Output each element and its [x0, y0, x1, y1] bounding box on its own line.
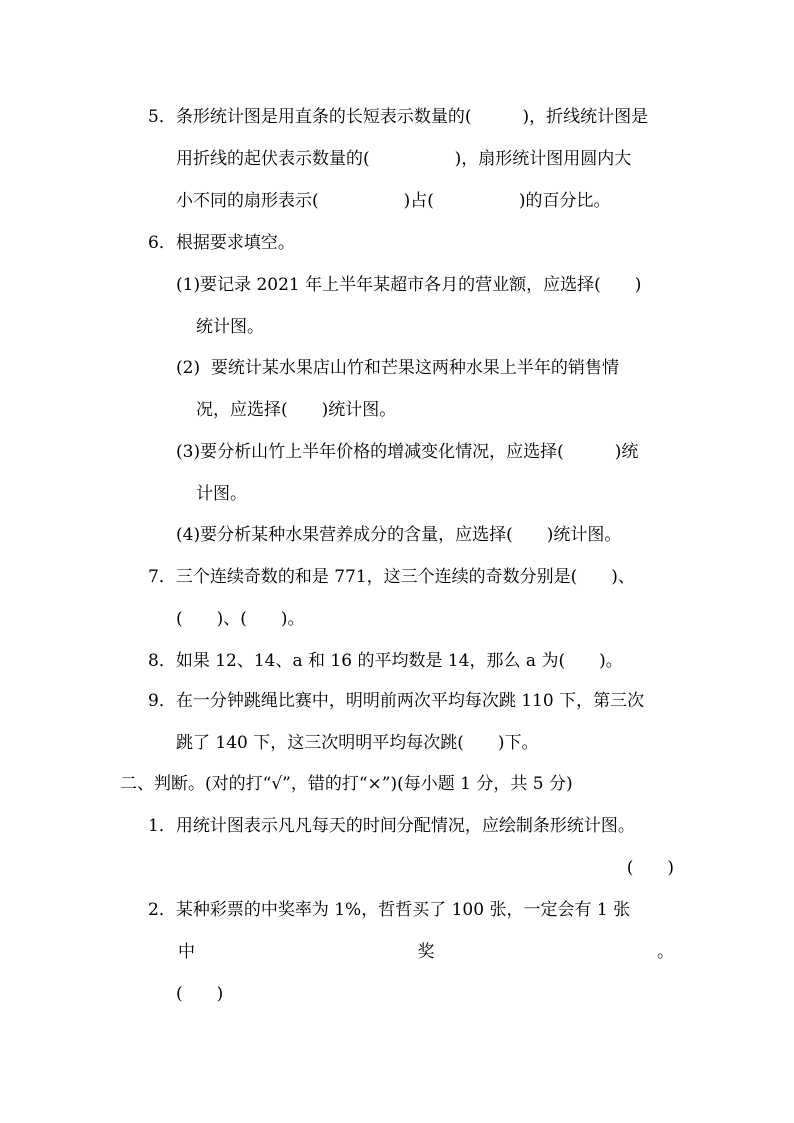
judge-2-word-2: 奖 [417, 942, 435, 962]
q6-1-line-1: (1)要记录 2021 年上半年某超市各月的营业额，应选择( ) [176, 275, 642, 295]
judge-1-answer-blank: ( ) [626, 858, 674, 878]
judge-1-line: 1．用统计图表示凡凡每天的时间分配情况，应绘制条形统计图。 [148, 816, 635, 836]
q6-4-line: (4)要分析某种水果营养成分的含量，应选择( )统计图。 [176, 525, 622, 545]
q9-line-1: 9．在一分钟跳绳比赛中，明明前两次平均每次跳 110 下，第三次 [148, 691, 645, 711]
q5-line-3: 小不同的扇形表示( )占( )的百分比。 [176, 191, 611, 211]
q7-line-2: ( )、( )。 [176, 609, 305, 629]
q6-3-line-2: 计图。 [196, 484, 247, 504]
q6-1-line-2: 统计图。 [196, 317, 264, 337]
q6-3-line-1: (3)要分析山竹上半年价格的增减变化情况，应选择( )统 [176, 442, 639, 462]
q8-line: 8．如果 12、14、a 和 16 的平均数是 14，那么 a 为( )。 [148, 651, 623, 671]
judge-2-answer-blank: ( ) [176, 984, 224, 1004]
q6-2-line-2: 况，应选择( )统计图。 [196, 400, 397, 420]
judge-2-word-3: 。 [657, 942, 674, 962]
q7-line-1: 7．三个连续奇数的和是 771，这三个连续的奇数分别是( )、 [148, 567, 635, 587]
q5-line-2: 用折线的起伏表示数量的( )，扇形统计图用圆内大 [176, 149, 632, 169]
q9-line-2: 跳了 140 下，这三次明明平均每次跳( )下。 [176, 733, 539, 753]
judge-2-line-2 [178, 941, 674, 963]
q6-heading: 6．根据要求填空。 [148, 233, 295, 253]
judge-2-line-1: 2．某种彩票的中奖率为 1%，哲哲买了 100 张，一定会有 1 张 [148, 900, 631, 920]
q5-line-1: 5．条形统计图是用直条的长短表示数量的( )，折线统计图是 [148, 107, 649, 127]
q6-2-line-1: (2) 要统计某水果店山竹和芒果这两种水果上半年的销售情 [176, 358, 619, 378]
judge-2-word-1: 中 [178, 942, 195, 962]
section-2-heading: 二、判断。(对的打“√”，错的打“×”)(每小题 1 分，共 5 分) [120, 774, 573, 794]
